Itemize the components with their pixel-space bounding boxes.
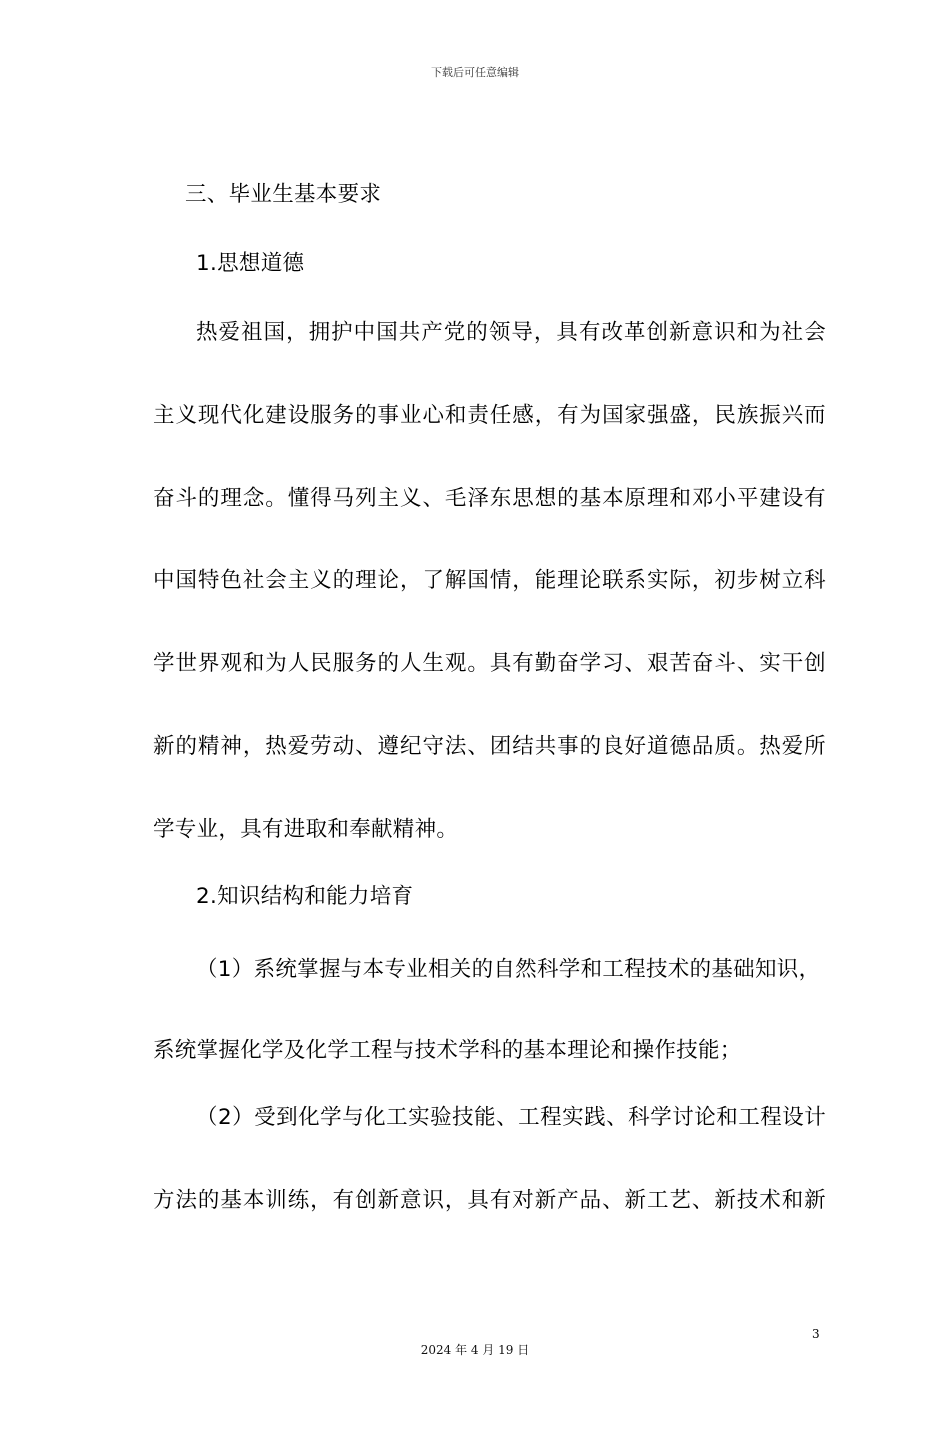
page-number: 3	[812, 1327, 820, 1341]
paragraph-line: 热爱祖国，拥护中国共产党的领导，具有改革创新意识和为社会	[196, 320, 826, 345]
footer-date: 2024 年 4 月 19 日	[420, 1343, 530, 1357]
paragraph-line: 中国特色社会主义的理论，了解国情，能理论联系实际，初步树立科	[153, 568, 826, 593]
paragraph-line: 奋斗的理念。懂得马列主义、毛泽东思想的基本原理和邓小平建设有	[153, 486, 826, 511]
subsection-title-moral: 1.思想道德	[196, 251, 305, 276]
page-header: 下载后可任意编辑	[431, 66, 519, 79]
paragraph-line: （2）受到化学与化工实验技能、工程实践、科学讨论和工程设计	[196, 1105, 826, 1130]
paragraph-line: 主义现代化建设服务的事业心和责任感，有为国家强盛，民族振兴而	[153, 403, 826, 428]
subsection-title-knowledge: 2.知识结构和能力培育	[196, 884, 414, 909]
paragraph-line: 新的精神，热爱劳动、遵纪守法、团结共事的良好道德品质。热爱所	[153, 734, 826, 759]
paragraph-line: 学专业，具有进取和奉献精神。	[153, 817, 459, 842]
paragraph-line: 方法的基本训练，有创新意识，具有对新产品、新工艺、新技术和新	[153, 1188, 826, 1213]
section-title: 三、毕业生基本要求	[185, 182, 382, 207]
paragraph-line: （1）系统掌握与本专业相关的自然科学和工程技术的基础知识，	[196, 957, 821, 982]
paragraph-line: 系统掌握化学及化学工程与技术学科的基本理论和操作技能；	[153, 1038, 742, 1063]
paragraph-line: 学世界观和为人民服务的人生观。具有勤奋学习、艰苦奋斗、实干创	[153, 651, 826, 676]
